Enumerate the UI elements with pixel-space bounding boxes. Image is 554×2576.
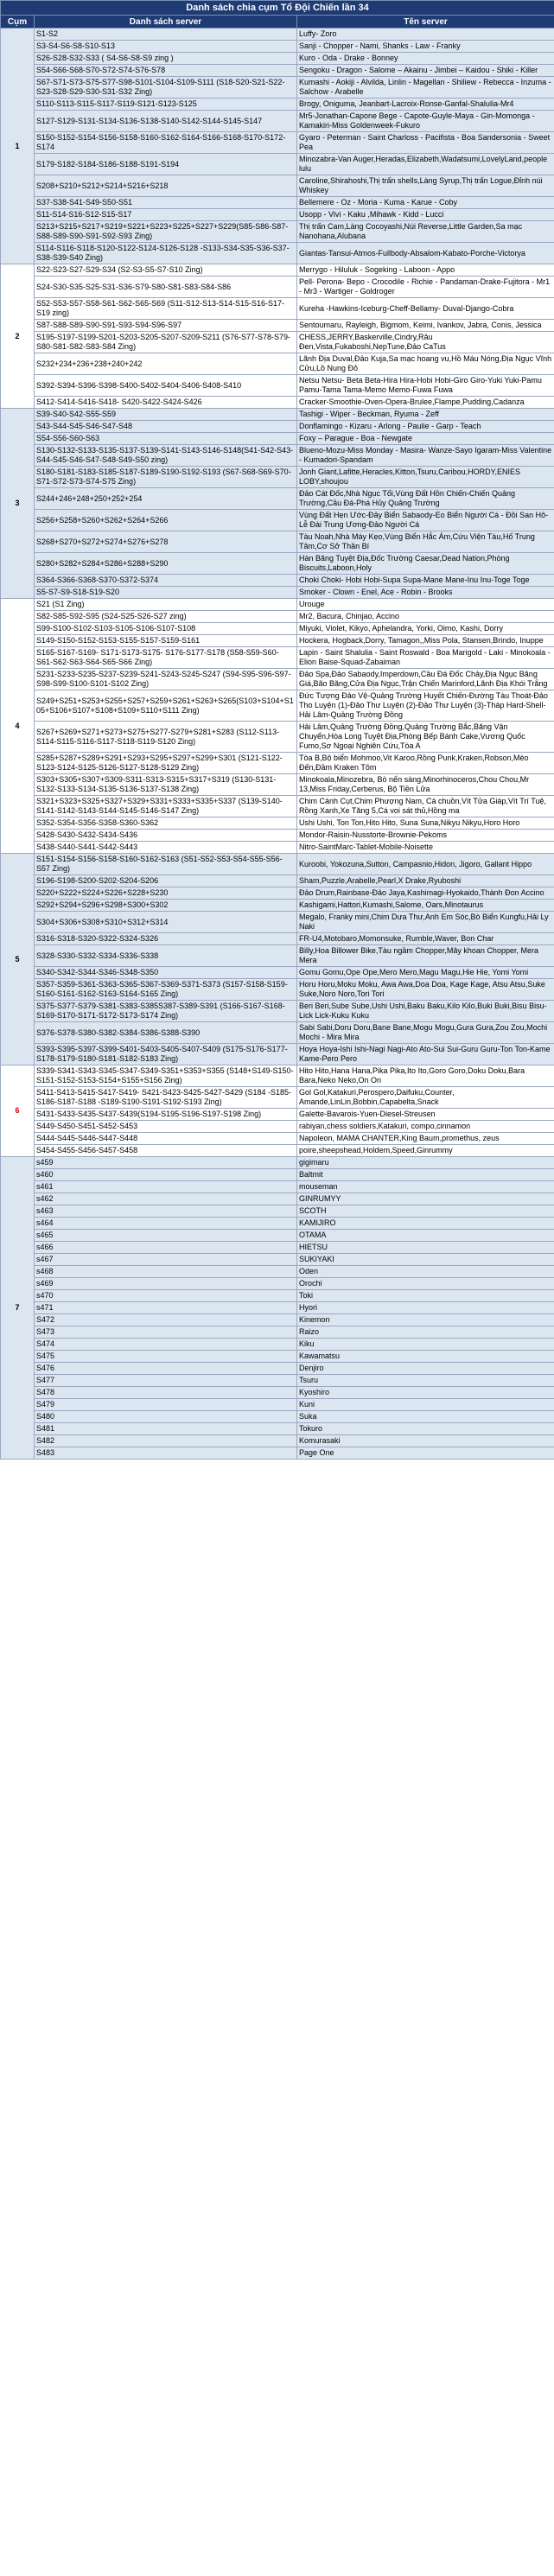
server-list-cell: S411-S413-S415-S417-S419- S421-S423-S425-S427-S429 (S184 -S185-S186-S187-S188 -S189-S190-S191-S192-S193 Zing) — [35, 1087, 297, 1109]
server-list-cell: S220+S222+S224+S226+S228+S230 — [35, 887, 297, 900]
server-list-cell: S127-S129-S131-S134-S136-S138-S140-S142-S144-S145-S147 — [35, 111, 297, 132]
server-list-cell: s461 — [35, 1181, 297, 1193]
table-row — [1, 375, 554, 397]
server-names-cell: Pell- Perona- Bepo - Crocodile - Richie - Pandaman-Drake-Fujitora - Mr1 - Mr3 - Wartiger - Goldroger — [297, 277, 554, 298]
server-list-cell: s459 — [35, 1157, 297, 1169]
server-names-cell: Sanji - Chopper - Nami, Shanks - Law - Franky — [297, 41, 554, 53]
server-list-cell: s462 — [35, 1193, 297, 1205]
table-row — [1, 587, 554, 599]
server-list-cell: S475 — [35, 1351, 297, 1363]
server-list-cell: s471 — [35, 1302, 297, 1314]
table-row — [1, 320, 554, 332]
server-list-cell: s460 — [35, 1169, 297, 1181]
server-names-cell: Usopp - Vivi - Kaku ,Mihawk - Kidd - Lucci — [297, 209, 554, 221]
table-row — [1, 774, 554, 796]
server-names-cell: Netsu Netsu- Beta Beta-Hira Hira-Hobi Hobi-Giro Giro-Yuki Yuki-Pamu Pamu-Tama Tama-Memo Memo-Fuwa Fuwa — [297, 375, 554, 397]
table-row — [1, 830, 554, 842]
table-row — [1, 575, 554, 587]
server-list-cell: S231-S233-S235-S237-S239-S241-S243-S245-S247 (S94-S95-S96-S97-S98-S99-S100-S101-S102 Zing) — [35, 669, 297, 690]
table-row — [1, 1193, 554, 1205]
server-names-cell: Tashigi - Wiper - Beckman, Ryuma - Zeff — [297, 409, 554, 421]
server-names-cell: poire,sheepshead,Holdem,Speed,Ginrummy — [297, 1145, 554, 1157]
server-names-cell: Chim Cánh Cụt,Chim Phượng Nam, Cá chuồn,Vít Tửa Giáp,Vít Trí Tuệ, Rồng Xanh,Xe Tăng 5,Cá voi sát thủ,Hồng ma — [297, 796, 554, 817]
group-label: 7 — [1, 1157, 35, 1460]
server-list-cell: S472 — [35, 1314, 297, 1326]
server-names-cell: Urouge — [297, 599, 554, 611]
server-names-cell: Tàu Noah,Nhà Máy Kẹo,Vùng Biển Hắc Ám,Cứu Viện Tàu,Hố Trung Tâm,Cơ Sở Thần Bí — [297, 531, 554, 553]
server-names-cell: Lapin - Saint Shalulia - Saint Roswald - Boa Marigold - Laki - Minokoala - Elion Baise-Squad-Zabaiman — [297, 647, 554, 669]
table-row — [1, 154, 554, 175]
server-list-cell: S244+246+248+250+252+254 — [35, 488, 297, 510]
table-row — [1, 623, 554, 635]
server-names-cell: Nitro-SaintMarc-Tablet-Mobile-Noisette — [297, 842, 554, 854]
table-row — [1, 669, 554, 690]
server-list-cell: S444-S445-S446-S447-S448 — [35, 1133, 297, 1145]
server-names-cell: Kawamatsu — [297, 1351, 554, 1363]
server-names-cell: Sentoumaru, Rayleigh, Bigmom, Keimi, Ivankov, Jabra, Conis, Jessica — [297, 320, 554, 332]
server-names-cell: Ushi Ushi, Ton Ton,Hito Hito, Suna Suna,Nikyu Nikyu,Horo Horo — [297, 817, 554, 830]
server-list-cell: S479 — [35, 1399, 297, 1411]
table-row — [1, 722, 554, 753]
table-row — [1, 1363, 554, 1375]
table-row — [1, 1423, 554, 1435]
server-names-cell: Merrygo - Hiluluk - Sogeking - Laboon - Appo — [297, 264, 554, 277]
table-row — [1, 298, 554, 320]
table-row — [1, 175, 554, 197]
table-row — [1, 945, 554, 967]
server-names-cell: Mr2, Bacura, Chinjao, Accino — [297, 611, 554, 623]
table-row — [1, 1133, 554, 1145]
server-names-cell: Denjiro — [297, 1363, 554, 1375]
server-list-cell: S431-S433-S435-S437-S439(S194-S195-S196-S197-S198 Zing) — [35, 1109, 297, 1121]
table-row — [1, 531, 554, 553]
table-row — [1, 1326, 554, 1339]
group-label: 5 — [1, 854, 35, 1065]
server-list-cell: S151-S154-S156-S158-S160-S162-S163 (S51-S52-S53-S54-S55-S56-S57 Zing) — [35, 854, 297, 875]
server-names-cell: Tsuru — [297, 1375, 554, 1387]
server-names-cell: Kashigami,Hattori,Kumashi,Salome, Oars,Minotaurus — [297, 900, 554, 912]
table-row — [1, 41, 554, 53]
server-list-cell: S180-S181-S183-S185-S187-S189-S190-S192-S193 (S67-S68-S69-S70-S71-S72-S73-S74-S75 Zing) — [35, 467, 297, 488]
server-list-cell: S339-S341-S343-S345-S347-S349-S351+S353+S355 (S148+S149-S150-S151-S152-S153-S154+S155+S156 Zing) — [35, 1065, 297, 1087]
server-list-cell: s464 — [35, 1218, 297, 1230]
table-row — [1, 1435, 554, 1447]
server-names-cell: Hoya Hoya-Ishi Ishi-Nagi Nagi-Ato Ato-Sui Sui-Guru Guru-Ton Ton-Kame Kame-Pero Pero — [297, 1044, 554, 1065]
group-label: 2 — [1, 264, 35, 409]
server-names-cell: Kinemon — [297, 1314, 554, 1326]
server-list-cell: S473 — [35, 1326, 297, 1339]
server-list-cell: S412-S414-S416-S418- S420-S422-S424-S426 — [35, 397, 297, 409]
table-row — [1, 1121, 554, 1133]
server-list-cell: S304+S306+S308+S310+S312+S314 — [35, 912, 297, 933]
server-names-cell: Foxy – Parague - Boa - Newgate — [297, 433, 554, 445]
server-names-cell: SCOTH — [297, 1205, 554, 1218]
server-names-cell: Smoker - Clown - Enel, Ace - Robin - Brooks — [297, 587, 554, 599]
table-row — [1, 635, 554, 647]
table-row — [1, 1218, 554, 1230]
table-row — [1, 1157, 554, 1169]
server-list-cell: s465 — [35, 1230, 297, 1242]
server-list-cell: S5-S7-S9-S18-S19-S20 — [35, 587, 297, 599]
server-list-cell: S21 (S1 Zing) — [35, 599, 297, 611]
server-names-cell: Hockera, Hogback,Dorry, Tamagon,,Miss Pola, Stansen,Brindo, Inuppe — [297, 635, 554, 647]
server-list-cell: S99-S100-S102-S103-S105-S106-S107-S108 — [35, 623, 297, 635]
server-names-cell: Gyaro - Peterman - Saint Charloss - Pacifista - Boa Sandersonia - Sweet Pea — [297, 132, 554, 154]
table-row — [1, 1065, 554, 1087]
table-row — [1, 900, 554, 912]
server-names-cell: Horu Horu,Moku Moku, Awa Awa,Doa Doa, Kage Kage, Atsu Atsu,Suke Suke,Noro Noro,Tori Tori — [297, 979, 554, 1001]
server-list-cell: s467 — [35, 1254, 297, 1266]
table-row — [1, 445, 554, 467]
server-list-cell: s470 — [35, 1290, 297, 1302]
server-names-cell: FR-U4,Motobaro,Momonsuke, Rumble,Waver, Bon Char — [297, 933, 554, 945]
server-list-cell: S82-S85-S92-S95 (S24-S25-S26-S27 zing) — [35, 611, 297, 623]
server-names-cell: rabiyan,chess soldiers,Katakuri, compo,cinnamon — [297, 1121, 554, 1133]
server-list-cell: S249+S251+S253+S255+S257+S259+S261+S263+S265(S103+S104+S105+S106+S107+S108+S109+S110+S111 Zing) — [35, 690, 297, 722]
server-names-cell: Đảo Drum,Rainbase-Đảo Jaya,Kashimagi-Hyokaido,Thành Đon Accino — [297, 887, 554, 900]
server-names-cell: Jonh Giant,Lafitte,Heracles,Kitton,Tsuru,Caribou,HORDY,ENIES LOBY,shoujou — [297, 467, 554, 488]
table-row — [1, 796, 554, 817]
table-row — [1, 1278, 554, 1290]
server-list-cell: S22-S23-S27-S29-S34 (S2-S3-S5-S7-S10 Zing) — [35, 264, 297, 277]
server-list-cell: S130-S132-S133-S135-S137-S139-S141-S143-S146-S148(S41-S42-S43-S44-S45-S46-S47-S48-S49-S50 zing) — [35, 445, 297, 467]
table-row — [1, 1411, 554, 1423]
server-list-cell: S149-S150-S152-S153-S155-S157-S159-S161 — [35, 635, 297, 647]
table-row — [1, 1314, 554, 1326]
table-row — [1, 1205, 554, 1218]
server-names-cell: Orochi — [297, 1278, 554, 1290]
server-list-cell: S165-S167-S169- S171-S173-S175- S176-S177-S178 (S58-S59-S60-S61-S62-S63-S64-S65-S66 Zing) — [35, 647, 297, 669]
table-row — [1, 1447, 554, 1460]
server-list-cell: S114-S116-S118-S120-S122-S124-S126-S128 -S133-S34-S35-S36-S37-S38-S39-S40 Zing) — [35, 243, 297, 264]
server-list-cell: S392-S394-S396-S398-S400-S402-S404-S406-S408-S410 — [35, 375, 297, 397]
column-header-group: Cụm — [1, 16, 35, 29]
table-row — [1, 264, 554, 277]
table-row — [1, 1181, 554, 1193]
server-names-cell: Megalo, Franky mini,Chim Dưa Thư,Anh Em Sóc,Bò Biển Kungfu,Hải Ly Naki — [297, 912, 554, 933]
table-row — [1, 854, 554, 875]
server-list-cell: S195-S197-S199-S201-S203-S205-S207-S209-S211 (S76-S77-S78-S79-S80-S81-S82-S83-S84 Zing) — [35, 332, 297, 353]
column-header-servers: Danh sách server — [35, 16, 297, 29]
table-row — [1, 1266, 554, 1278]
table-row — [1, 1339, 554, 1351]
server-list-cell: S87-S88-S89-S90-S91-S93-S94-S96-S97 — [35, 320, 297, 332]
server-names-cell: Choki Choki- Hobi Hobi-Supa Supa-Mane Mane-Inu Inu-Toge Toge — [297, 575, 554, 587]
table-row — [1, 887, 554, 900]
server-names-cell: Bellemere - Oz - Moria - Kuma - Karue - Coby — [297, 197, 554, 209]
server-list-cell: S208+S210+S212+S214+S216+S218 — [35, 175, 297, 197]
server-list-cell: S321+S323+S325+S327+S329+S331+S333+S335+S337 (S139-S140-S141-S142-S143-S144-S145-S146-S147 Zing) — [35, 796, 297, 817]
table-row — [1, 467, 554, 488]
server-names-cell: Caroline,Shirahoshi,Thị trấn shells,Làng Syrup,Thị trấn Logue,Đỉnh núi Whiskey — [297, 175, 554, 197]
server-names-cell: Baltmit — [297, 1169, 554, 1181]
server-list-cell: S110-S113-S115-S117-S119-S121-S123-S125 — [35, 99, 297, 111]
server-names-cell: Hải Lâm,Quảng Trường Đồng,Quảng Trường Bắc,Băng Vận Chuyển,Hòa Long Tuyệt Địa,Phòng Bếp Bánh Cake,Vương Quốc Fumo,Sơ Ngoại Nghiên Cứu,Tòa A — [297, 722, 554, 753]
table-row — [1, 690, 554, 722]
table-row — [1, 1375, 554, 1387]
server-list-cell: S267+S269+S271+S273+S275+S277-S279+S281+S283 (S112-S113-S114-S115-S116-S117-S118-S119-S120 Zing) — [35, 722, 297, 753]
server-names-cell: Donflamingo - Kizaru - Arlong - Paulie - Garp - Teach — [297, 421, 554, 433]
table-row — [1, 647, 554, 669]
table-row — [1, 65, 554, 77]
table-row — [1, 1302, 554, 1314]
server-names-cell: Kuro - Oda - Drake - Bonney — [297, 53, 554, 65]
server-names-cell: Kyoshiro — [297, 1387, 554, 1399]
server-names-cell: CHESS,JERRY,Baskerville,Cindry,Râu Đen,Vista,Fukaboshi,NepTune,Đảo CaTus — [297, 332, 554, 353]
server-list-cell: S316-S318-S320-S322-S324-S326 — [35, 933, 297, 945]
table-row — [1, 753, 554, 774]
server-names-cell: Brogy, Oniguma, Jeanbart-Lacroix-Ronse-Ganfal-Shalulia-Mr4 — [297, 99, 554, 111]
table-row — [1, 1387, 554, 1399]
table-row — [1, 332, 554, 353]
group-label: 6 — [1, 1065, 35, 1157]
server-list-cell: S481 — [35, 1423, 297, 1435]
server-names-cell: Hàn Băng Tuyệt Địa,Đốc Trường Caesar,Dead Nation,Phòng Biscuits,Laboon,Holy — [297, 553, 554, 575]
server-list-cell: S54-S66-S68-S70-S72-S74-S76-S78 — [35, 65, 297, 77]
table-row — [1, 1290, 554, 1302]
server-names-cell: Giantas-Tansui-Atmos-Fullbody-Absalom-Kabato-Porche-Victorya — [297, 243, 554, 264]
server-names-cell: Miyuki, Violet, Kikyo, Aphelandra, Yorki, Oimo, Kashi, Dorry — [297, 623, 554, 635]
server-list-cell: S357-S359-S361-S363-S365-S367-S369-S371-S373 (S157-S158-S159-S160-S161-S162-S163-S164-S165 Zing) — [35, 979, 297, 1001]
table-row — [1, 611, 554, 623]
table-row — [1, 599, 554, 611]
table-row — [1, 397, 554, 409]
server-list-cell: S476 — [35, 1363, 297, 1375]
server-names-cell: Gomu Gomu,Ope Ope,Mero Mero,Magu Magu,Hie Hie, Yomi Yomi — [297, 967, 554, 979]
server-list-cell: S26-S28-S32-S33 ( S4-S6-S8-S9 zing ) — [35, 53, 297, 65]
server-names-cell: Sabi Sabi,Doru Doru,Bane Bane,Mogu Mogu,Gura Gura,Zou Zou,Mochi Mochi - Mira Mira — [297, 1022, 554, 1044]
server-list-cell: S477 — [35, 1375, 297, 1387]
server-names-cell: Oden — [297, 1266, 554, 1278]
table-row — [1, 53, 554, 65]
server-list-cell: s469 — [35, 1278, 297, 1290]
server-list-cell: S292+S294+S296+S298+S300+S302 — [35, 900, 297, 912]
table-row — [1, 933, 554, 945]
server-names-cell: Minokoala,Minozebra, Bò nến sàng,Minorhinoceros,Chou Chou,Mr 13,Miss Friday,Cerberus, Bộ Tiền Lửa — [297, 774, 554, 796]
server-names-cell: Gol Gol,Katakuri,Perospero,Daifuku,Counter, Amande,LinLin,Bobbin,Capabelta,Snack — [297, 1087, 554, 1109]
server-list-cell: S483 — [35, 1447, 297, 1460]
table-row — [1, 209, 554, 221]
table-row — [1, 1230, 554, 1242]
table-row — [1, 1109, 554, 1121]
server-names-cell: Thị trấn Cam,Làng Cocoyashi,Núi Reverse,Little Garden,Sa mạc Nanohana,Alubana — [297, 221, 554, 243]
table-body — [1, 29, 554, 1460]
server-list-cell: S213+S215+S217+S219+S221+S223+S225+S227+S229(S85-S86-S87-S88-S89-S90-S91-S92-S93 Zing) — [35, 221, 297, 243]
server-list-cell: S150-S152-S154-S156-S158-S160-S162-S164-S166-S168-S170-S172-S174 — [35, 132, 297, 154]
table-row — [1, 1001, 554, 1022]
server-names-cell: Kuni — [297, 1399, 554, 1411]
server-list-cell: S480 — [35, 1411, 297, 1423]
server-list-cell: S393-S395-S397-S399-S401-S403-S405-S407-S409 (S175-S176-S177-S178-S179-S180-S181-S182-S183 Zing) — [35, 1044, 297, 1065]
server-list-cell: S478 — [35, 1387, 297, 1399]
server-list-cell: S449-S450-S451-S452-S453 — [35, 1121, 297, 1133]
table-row — [1, 409, 554, 421]
group-label: 4 — [1, 599, 35, 854]
server-list-cell: S54-S56-S60-S63 — [35, 433, 297, 445]
server-names-cell: Napoleon, MAMA CHANTER,King Baum,promethus, zeus — [297, 1133, 554, 1145]
server-list-cell: S43-S44-S45-S46-S47-S48 — [35, 421, 297, 433]
server-names-cell: Mr5-Jonathan-Capone Bege - Capote-Guyle-Maya - Gin-Momonga - Kamakiri-Miss Goldenweek-Fukuro — [297, 111, 554, 132]
table-row — [1, 111, 554, 132]
server-names-cell: Minozabra-Van Auger,Heradas,Elizabeth,Wadatsumi,LovelyLand,people lulu — [297, 154, 554, 175]
table-row — [1, 488, 554, 510]
table-row — [1, 1044, 554, 1065]
server-list-cell: S328-S330-S332-S334-S336-S338 — [35, 945, 297, 967]
server-list-cell: S438-S440-S441-S442-S443 — [35, 842, 297, 854]
server-list-cell: S428-S430-S432-S434-S436 — [35, 830, 297, 842]
server-list-cell: S232+234+236+238+240+242 — [35, 353, 297, 375]
server-names-cell: Hyori — [297, 1302, 554, 1314]
server-list-cell: S37-S38-S41-S49-S50-S51 — [35, 197, 297, 209]
server-names-cell: HIETSU — [297, 1242, 554, 1254]
server-names-cell: SUKIYAKI — [297, 1254, 554, 1266]
table-row — [1, 197, 554, 209]
server-names-cell: Sengoku - Dragon - Salome – Akainu - Jimbei – Kaidou - Shiki - Killer — [297, 65, 554, 77]
server-list-cell: S474 — [35, 1339, 297, 1351]
table-row — [1, 353, 554, 375]
server-list-cell: S196-S198-S200-S202-S204-S206 — [35, 875, 297, 887]
group-label: 1 — [1, 29, 35, 264]
server-list-cell: S340-S342-S344-S346-S348-S350 — [35, 967, 297, 979]
table-row — [1, 912, 554, 933]
server-names-cell: KAMIJIRO — [297, 1218, 554, 1230]
server-list-cell: S364-S366-S368-S370-S372-S374 — [35, 575, 297, 587]
server-names-cell: Kumashi - Aokiji - Alvilda, Linlin - Magellan - Shiliew - Rebecca - Inzuma - Salchow - Arabelle — [297, 77, 554, 99]
server-names-cell: Galette-Bavarois-Yuen-Diesel-Streusen — [297, 1109, 554, 1121]
server-list-cell: s466 — [35, 1242, 297, 1254]
server-names-cell: Suka — [297, 1411, 554, 1423]
server-names-cell: Tokuro — [297, 1423, 554, 1435]
server-list-cell: S303+S305+S307+S309-S311-S313-S315+S317+S319 (S130-S131-S132-S133-S134-S135-S136-S137-S138 Zing) — [35, 774, 297, 796]
table-row — [1, 77, 554, 99]
server-list-cell: S1-S2 — [35, 29, 297, 41]
table-row — [1, 875, 554, 887]
server-list-cell: S39-S40-S42-S55-S59 — [35, 409, 297, 421]
server-names-cell: Toki — [297, 1290, 554, 1302]
server-names-cell: OTAMA — [297, 1230, 554, 1242]
table-row — [1, 1169, 554, 1181]
server-list-cell: S268+S270+S272+S274+S276+S278 — [35, 531, 297, 553]
server-list-cell: S11-S14-S16-S12-S15-S17 — [35, 209, 297, 221]
server-names-cell: Đảo Cát Đốc,Nhà Ngục Tối,Vùng Đất Hồn Chiến-Chiến Quảng Trường,Cầu Đá-Phá Hủy Quảng Trường — [297, 488, 554, 510]
table-row — [1, 243, 554, 264]
table-row — [1, 1351, 554, 1363]
server-list-cell: S376-S378-S380-S382-S384-S386-S388-S390 — [35, 1022, 297, 1044]
table-row — [1, 277, 554, 298]
server-list-cell: S179-S182-S184-S186-S188-S191-S194 — [35, 154, 297, 175]
table-row — [1, 1242, 554, 1254]
table-row — [1, 1022, 554, 1044]
group-label: 3 — [1, 409, 35, 599]
table-row — [1, 842, 554, 854]
server-list-cell: S52-S53-S57-S58-S61-S62-S65-S69 (S11-S12-S13-S14-S15-S16-S17-S19 zing) — [35, 298, 297, 320]
table-row — [1, 29, 554, 41]
table-row — [1, 967, 554, 979]
server-list-cell: S24-S30-S35-S25-S31-S36-S79-S80-S81-S83-S84-S86 — [35, 277, 297, 298]
table-row — [1, 1145, 554, 1157]
table-row — [1, 979, 554, 1001]
server-names-cell: Vùng Đất Hẹn Ước-Đảy Biển Sabaody-Eo Biển Người Cá - Đồi San Hô-Lễ Đài Trung Ương-Đảo Người Cá — [297, 510, 554, 531]
table-row — [1, 1399, 554, 1411]
server-names-cell: Raizo — [297, 1326, 554, 1339]
table-title: Danh sách chia cụm Tổ Đội Chiến lần 34 — [1, 1, 554, 16]
server-names-cell: Lãnh Địa Duval,Đảo Kuja,Sa mạc hoang vu,Hồ Máu Nóng,Địa Ngục Vĩnh Cửu,Lồ Nung Đỏ — [297, 353, 554, 375]
server-list-cell: S375-S377-S379-S381-S383-S385S387-S389-S391 (S166-S167-S168-S169-S170-S171-S172-S173-S174 Zing) — [35, 1001, 297, 1022]
column-header-names: Tên server — [297, 16, 554, 29]
server-names-cell: Komurasaki — [297, 1435, 554, 1447]
server-names-cell: Hito Hito,Hana Hana,Pika Pika,Ito Ito,Goro Goro,Doku Doku,Bara Bara,Neko Neko,On On — [297, 1065, 554, 1087]
server-names-cell: Blueno-Mozu-Miss Monday - Masira- Wanze-Sayo Igaram-Miss Valentine - Kumadori-Spandam — [297, 445, 554, 467]
table-row — [1, 1087, 554, 1109]
table-row — [1, 510, 554, 531]
server-names-cell: Kiku — [297, 1339, 554, 1351]
server-list-cell: S352-S354-S356-S358-S360-S362 — [35, 817, 297, 830]
server-names-cell: Mondor-Raisin-Nusstorte-Brownie-Pekoms — [297, 830, 554, 842]
server-names-cell: Billy,Hoa Billower Bike,Tàu ngầm Chopper,Mây khoan Chopper, Mera Mera — [297, 945, 554, 967]
server-names-cell: Đảo Spa,Đảo Sabaody,Imperdown,Cầu Đá Đốc Chảy,Địa Ngục Băng Giá,Bão Băng,Cửa Địa Ngục,Trận Chiến Marinford,Lãnh Địa Khói Trắng — [297, 669, 554, 690]
table-row — [1, 553, 554, 575]
server-list-cell: S280+S282+S284+S286+S288+S290 — [35, 553, 297, 575]
server-list-cell: S285+S287+S289+S291+S293+S295+S297+S299+S301 (S121-S122-S123-S124-S125-S126-S127-S128-S129 Zing) — [35, 753, 297, 774]
table-row — [1, 421, 554, 433]
table-row — [1, 433, 554, 445]
server-list-cell: S482 — [35, 1435, 297, 1447]
table-row — [1, 99, 554, 111]
table-row — [1, 817, 554, 830]
table-row — [1, 221, 554, 243]
server-list-cell: S67-S71-S73-S75-S77-S98-S101-S104-S109-S111 (S18-S20-S21-S22-S23-S28-S29-S30-S31-S32 Zing) — [35, 77, 297, 99]
server-names-cell: Sham,Puzzle,Arabelle,Pearl,X Drake,Ryuboshi — [297, 875, 554, 887]
server-names-cell: Kuroobi, Yokozuna,Sutton, Campasnio,Hidon, Jigoro, Gallant Hippo — [297, 854, 554, 875]
server-list-cell: S256+S258+S260+S262+S264+S266 — [35, 510, 297, 531]
table-row — [1, 132, 554, 154]
table-row — [1, 1254, 554, 1266]
server-names-cell: mouseman — [297, 1181, 554, 1193]
server-list-cell: s468 — [35, 1266, 297, 1278]
server-names-cell: Đức Tượng Đảo Vệ-Quảng Trường Huyết Chiến-Đường Tàu Thoát-Đảo Tho Luyện (1)-Đảo Thư Luyện (2)-Đảo Thư Luyện (3)-Tháp Hard-Shell-Hải Lâm-Quảng Trường Đồng — [297, 690, 554, 722]
server-names-cell: Cracker-Smoothie-Oven-Opera-Brulee,Flampe,Pudding,Cadanza — [297, 397, 554, 409]
server-list-cell: S3-S4-S6-S8-S10-S13 — [35, 41, 297, 53]
server-names-cell: Tòa B,Bộ biển Mohmoo,Vit Karoo,Rồng Punk,Kraken,Robson,Mèo Đến,Đầm Kraken Tôm — [297, 753, 554, 774]
server-names-cell: GINRUMYY — [297, 1193, 554, 1205]
server-names-cell: Page One — [297, 1447, 554, 1460]
server-list-cell: S454-S455-S456-S457-S458 — [35, 1145, 297, 1157]
server-names-cell: gigimaru — [297, 1157, 554, 1169]
server-list-cell: s463 — [35, 1205, 297, 1218]
server-names-cell: Luffy- Zoro — [297, 29, 554, 41]
server-names-cell: Beri Beri,Sube Sube,Ushi Ushi,Baku Baku,Kilo Kilo,Buki Buki,Bisu Bisu-Lick Lick-Kuku Kuku — [297, 1001, 554, 1022]
server-names-cell: Kureha -Hawkins-Iceburg-Cheff-Bellamy- Duval-Django-Cobra — [297, 298, 554, 320]
